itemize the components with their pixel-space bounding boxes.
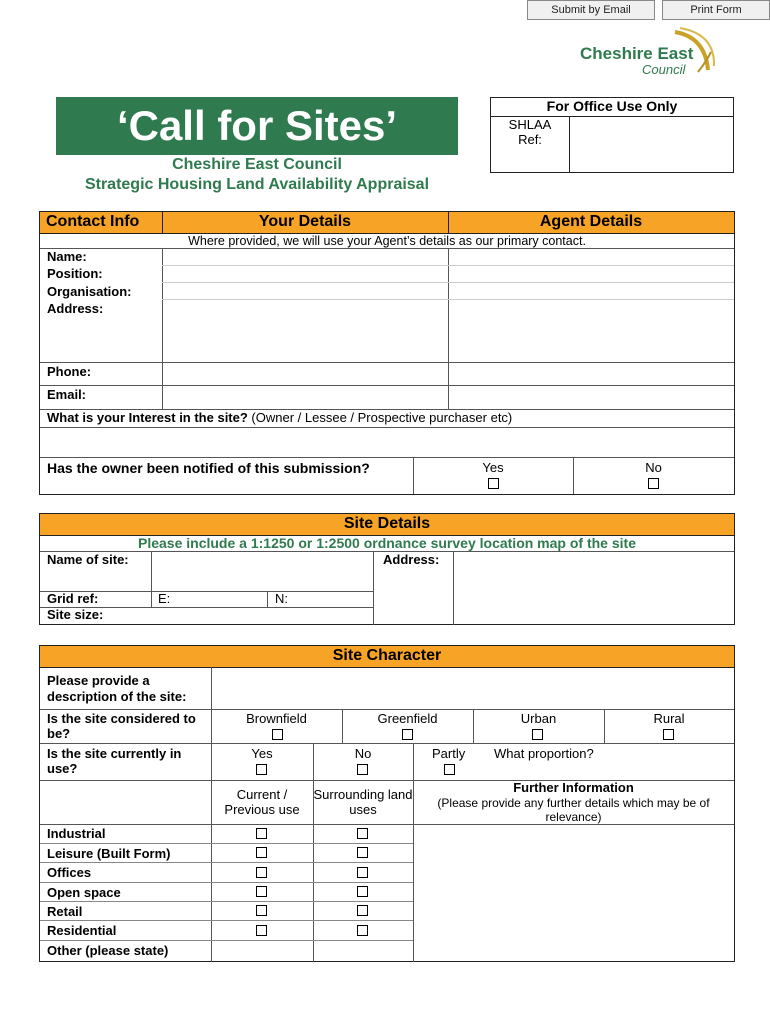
other-use-field[interactable] <box>213 942 412 960</box>
map-note: Please include a 1:1250 or 1:2500 ordnance survey location map of the site <box>138 535 636 551</box>
agent-organisation-field[interactable] <box>450 283 733 298</box>
brownfield-checkbox[interactable] <box>272 729 283 740</box>
rural-label: Rural <box>653 711 685 726</box>
interest-question-label: What is your Interest in the site? <box>47 410 248 425</box>
agent-note: Where provided, we will use your Agent’s details as our primary contact. <box>188 234 586 248</box>
residential-surrounding-checkbox[interactable] <box>357 925 368 936</box>
site-size-label: Site size: <box>47 607 104 622</box>
use-open-space-label: Open space <box>47 885 121 900</box>
logo-name: Cheshire East <box>580 44 694 63</box>
rural-checkbox[interactable] <box>663 729 674 740</box>
retail-current-checkbox[interactable] <box>256 905 267 916</box>
site-address-field[interactable] <box>455 553 733 623</box>
leisure-surrounding-checkbox[interactable] <box>357 847 368 858</box>
easting-label: E: <box>158 591 171 606</box>
site-name-label: Name of site: <box>47 552 129 567</box>
email-label: Email: <box>47 387 87 402</box>
your-position-field[interactable] <box>164 266 447 281</box>
grid-ref-label: Grid ref: <box>47 591 99 606</box>
organisation-label: Organisation: <box>47 284 132 299</box>
current-no-label: No <box>354 746 372 761</box>
agent-details-header: Agent Details <box>539 213 643 230</box>
site-size-field[interactable] <box>153 608 371 623</box>
urban-checkbox[interactable] <box>532 729 543 740</box>
residential-current-checkbox[interactable] <box>256 925 267 936</box>
owner-yes-checkbox[interactable] <box>488 478 499 489</box>
logo-sub: Council <box>642 62 686 77</box>
description-label: Please provide a description of the site: <box>47 673 187 704</box>
address-label: Address: <box>47 301 104 316</box>
current-partly-checkbox[interactable] <box>444 764 455 775</box>
name-label: Name: <box>47 249 87 264</box>
office-use-heading: For Office Use Only <box>546 98 678 114</box>
proportion-field[interactable] <box>606 746 732 778</box>
print-form-button[interactable]: Print Form <box>662 0 770 20</box>
urban-label: Urban <box>520 711 557 726</box>
use-industrial-label: Industrial <box>47 826 106 841</box>
current-yes-label: Yes <box>251 746 273 761</box>
ref-label: Ref: <box>518 132 542 147</box>
agent-phone-field[interactable] <box>450 363 733 384</box>
your-details-header: Your Details <box>258 213 352 230</box>
current-previous-use-header: Current / Previous use <box>224 787 300 817</box>
use-residential-label: Residential <box>47 923 117 938</box>
offices-current-checkbox[interactable] <box>256 867 267 878</box>
considered-label: Is the site considered to be? <box>47 711 196 741</box>
page-title: ‘Call for Sites’ <box>56 97 458 155</box>
site-details-header: Site Details <box>343 515 431 532</box>
northing-label: N: <box>275 591 288 606</box>
easting-field[interactable] <box>175 592 265 606</box>
interest-hint: (Owner / Lessee / Prospective purchaser etc) <box>247 410 513 425</box>
site-name-field[interactable] <box>153 553 371 590</box>
phone-label: Phone: <box>47 364 92 379</box>
greenfield-checkbox[interactable] <box>402 729 413 740</box>
open-space-surrounding-checkbox[interactable] <box>357 886 368 897</box>
interest-question <box>47 410 512 425</box>
agent-name-field[interactable] <box>450 249 733 264</box>
industrial-current-checkbox[interactable] <box>256 828 267 839</box>
use-other-label: Other (please state) <box>47 943 169 958</box>
site-address-label: Address: <box>383 552 440 567</box>
position-label: Position: <box>47 266 103 281</box>
offices-surrounding-checkbox[interactable] <box>357 867 368 878</box>
agent-position-field[interactable] <box>450 266 733 281</box>
agent-email-field[interactable] <box>450 386 733 408</box>
current-use-label: Is the site currently in use? <box>47 746 182 776</box>
shlaa-label: SHLAA <box>508 117 552 132</box>
retail-surrounding-checkbox[interactable] <box>357 905 368 916</box>
current-yes-checkbox[interactable] <box>256 764 267 775</box>
owner-no-checkbox[interactable] <box>648 478 659 489</box>
submit-by-email-button[interactable]: Submit by Email <box>527 0 655 20</box>
further-info-heading: Further Information <box>513 780 634 795</box>
northing-field[interactable] <box>292 592 370 606</box>
use-offices-label: Offices <box>47 865 92 880</box>
industrial-surrounding-checkbox[interactable] <box>357 828 368 839</box>
leisure-current-checkbox[interactable] <box>256 847 267 858</box>
current-partly-label: Partly <box>432 746 466 761</box>
owner-yes-label: Yes <box>482 460 504 475</box>
what-proportion-label: What proportion? <box>494 746 594 761</box>
office-ref-field[interactable] <box>572 119 730 169</box>
your-phone-field[interactable] <box>164 363 447 384</box>
interest-field[interactable] <box>42 429 732 456</box>
agent-address-field[interactable] <box>450 300 733 361</box>
your-address-field[interactable] <box>164 300 447 361</box>
brownfield-label: Brownfield <box>246 711 307 726</box>
owner-notified-question: Has the owner been notified of this submission? <box>47 460 370 476</box>
description-field[interactable] <box>213 669 732 707</box>
your-organisation-field[interactable] <box>164 283 447 298</box>
greenfield-label: Greenfield <box>377 711 438 726</box>
current-no-checkbox[interactable] <box>357 764 368 775</box>
your-email-field[interactable] <box>164 386 447 408</box>
use-leisure-label: Leisure (Built Form) <box>47 846 171 861</box>
council-logo <box>580 22 720 82</box>
further-info-note: (Please provide any further details which may be of relevance) <box>437 796 710 824</box>
your-name-field[interactable] <box>164 249 447 264</box>
open-space-current-checkbox[interactable] <box>256 886 267 897</box>
surrounding-land-uses-header: Surrounding land uses <box>313 787 413 817</box>
owner-no-label: No <box>645 460 662 475</box>
subtitle-council: Cheshire East Council <box>172 156 342 173</box>
site-character-header: Site Character <box>332 647 442 664</box>
further-info-field[interactable] <box>415 826 732 960</box>
subtitle-shlaa: Strategic Housing Land Availability Appraisal <box>84 176 430 193</box>
use-retail-label: Retail <box>47 904 83 919</box>
contact-info-header: Contact Info <box>46 213 140 230</box>
